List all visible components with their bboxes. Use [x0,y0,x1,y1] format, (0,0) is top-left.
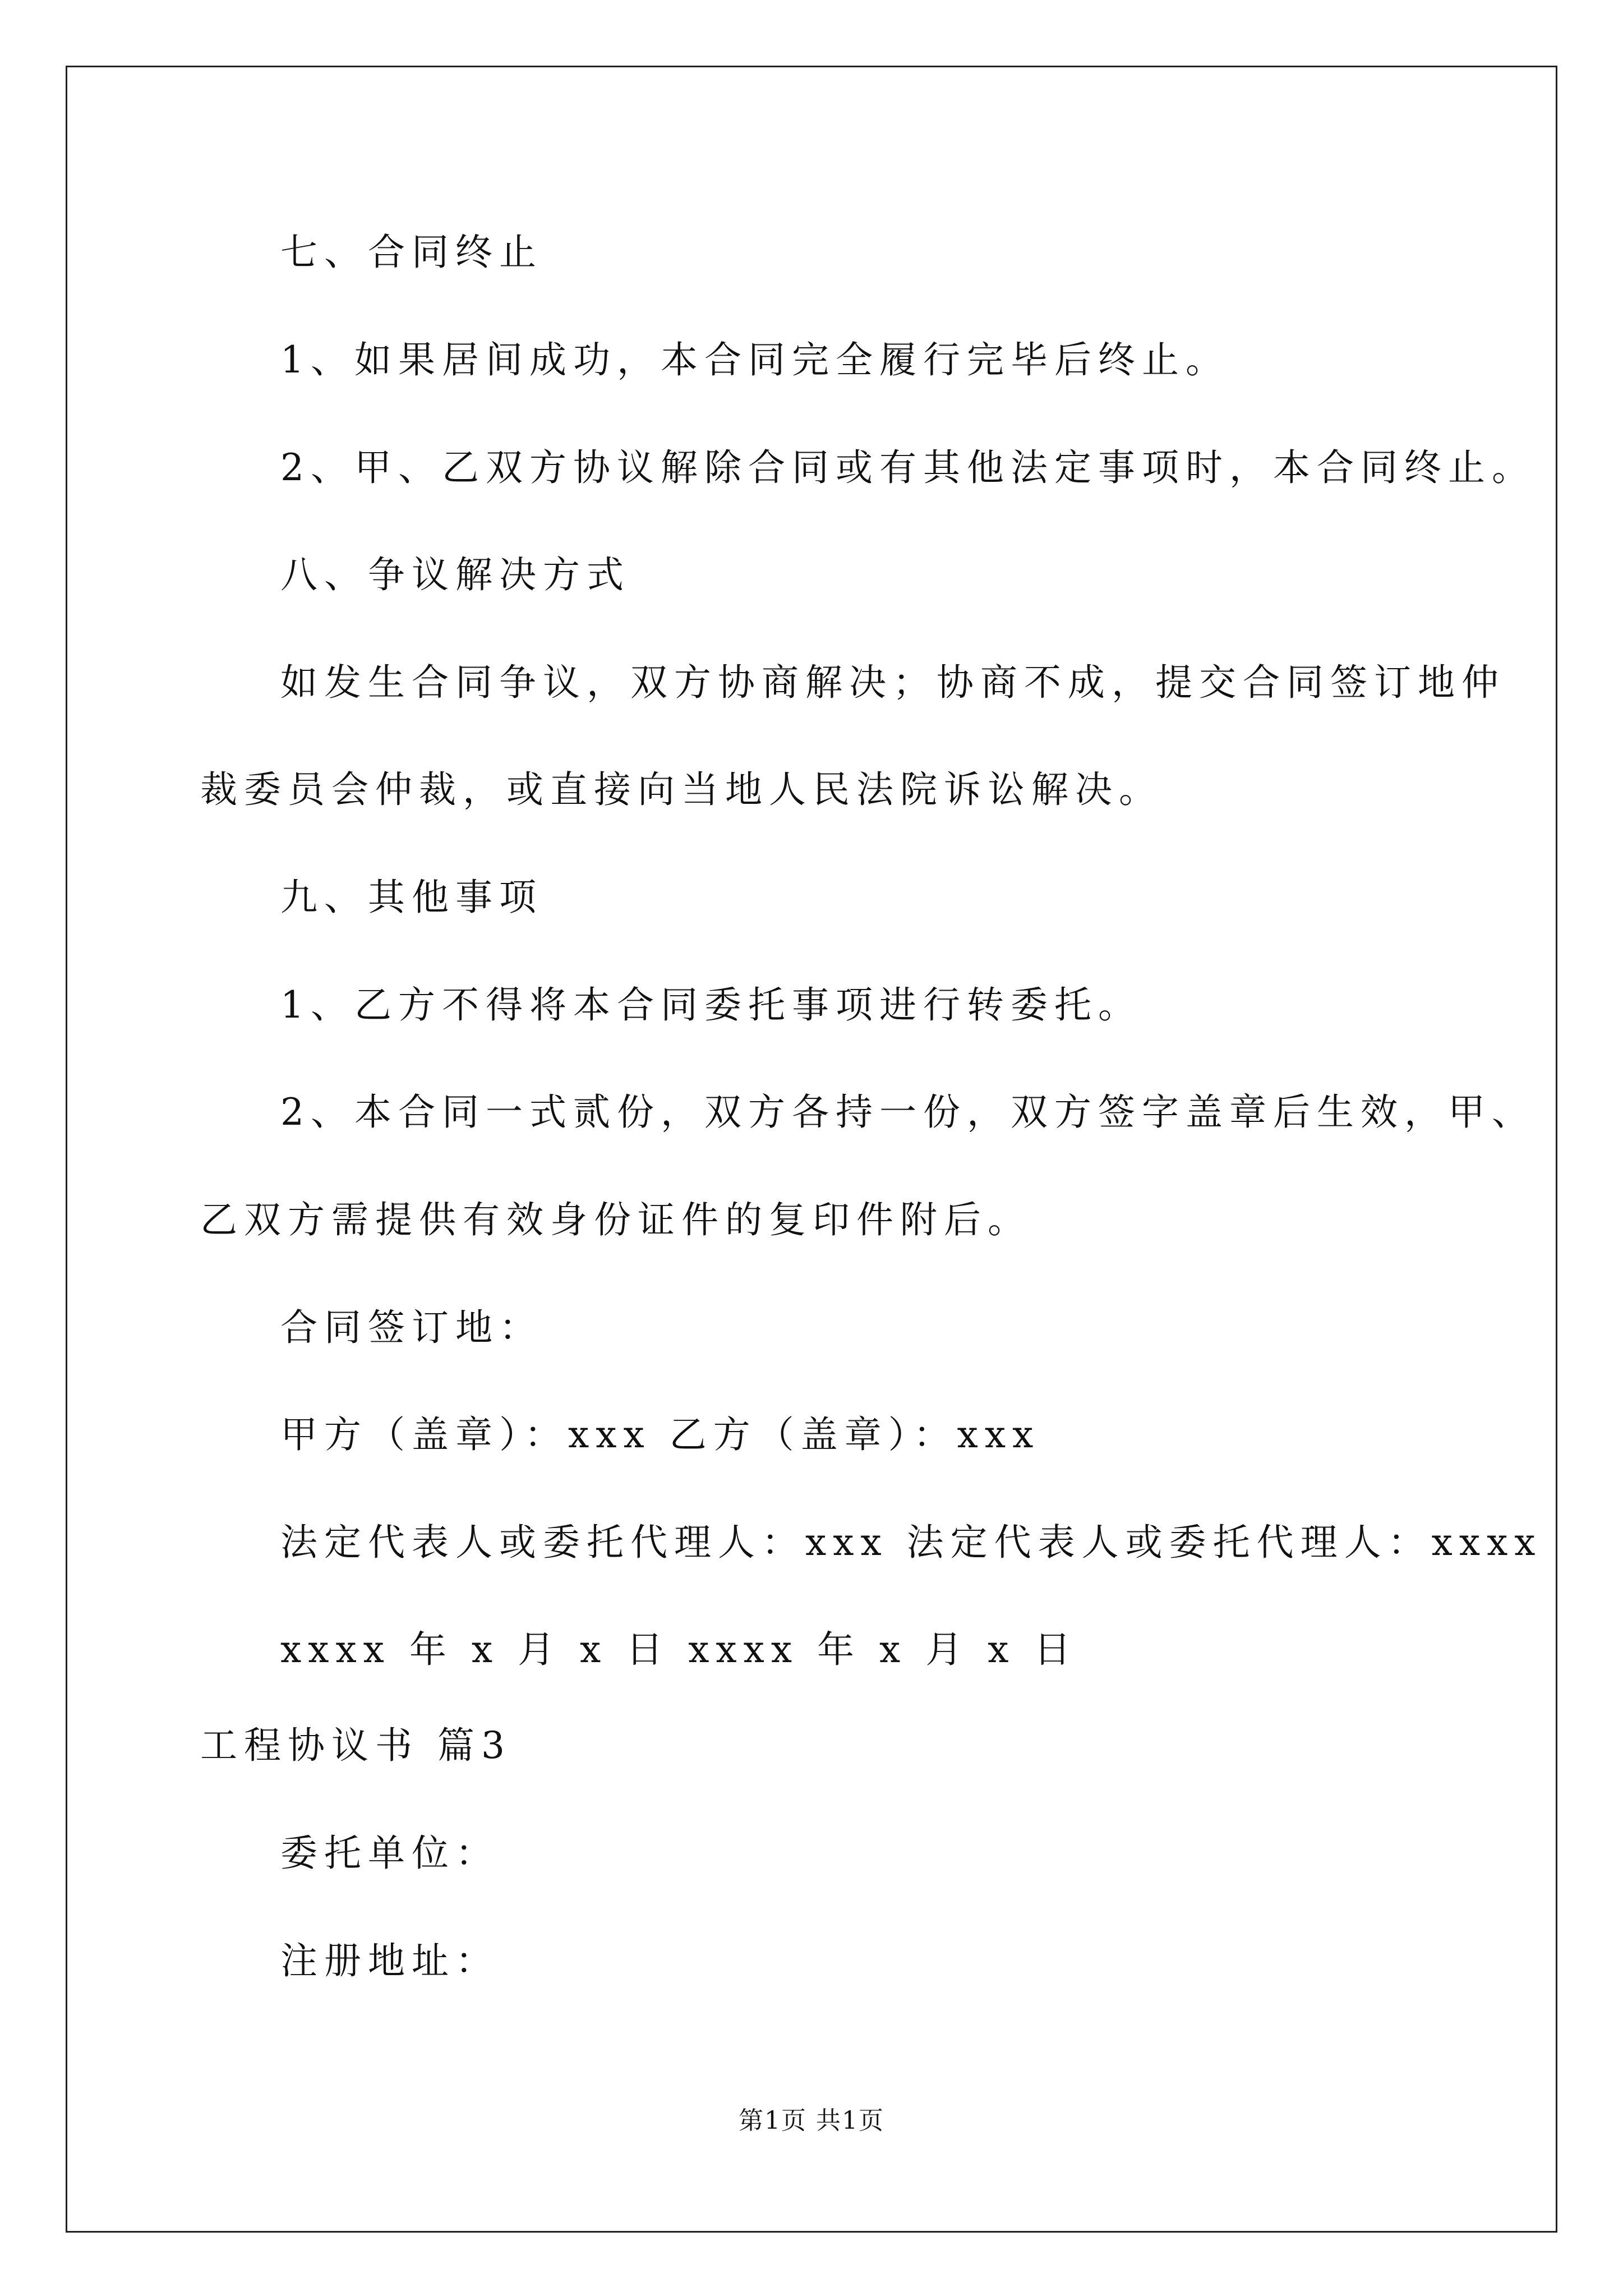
paragraph-line: 1、如果居间成功，本合同完全履行完毕后终止。 [280,338,1229,381]
signing-place-label: 合同签订地： [280,1306,543,1349]
document-title: 工程协议书 篇3 [200,1724,511,1767]
section-heading-other: 九、其他事项 [280,876,543,919]
date-line: xxxx 年 x 月 x 日 xxxx 年 x 月 x 日 [280,1628,1078,1671]
representative-line: 法定代表人或委托代理人：xxx 法定代表人或委托代理人：xxxx [280,1521,1542,1564]
section-heading-dispute: 八、争议解决方式 [280,553,630,596]
paragraph-line: 乙双方需提供有效身份证件的复印件附后。 [200,1198,1031,1241]
page-border [66,66,1557,2233]
page-number-footer: 第1页 共1页 [739,2106,884,2135]
paragraph-line: 2、本合同一式贰份，双方各持一份，双方签字盖章后生效，甲、 [280,1091,1536,1134]
paragraph-line: 1、乙方不得将本合同委托事项进行转委托。 [280,983,1142,1027]
paragraph-line: 如发生合同争议，双方协商解决；协商不成，提交合同签订地仲 [280,661,1505,704]
paragraph-line: 裁委员会仲裁，或直接向当地人民法院诉讼解决。 [200,768,1163,811]
paragraph-line: 2、甲、乙双方协议解除合同或有其他法定事项时，本合同终止。 [280,446,1536,489]
party-seal-line: 甲方（盖章）：xxx 乙方（盖章）：xxx [280,1413,1040,1456]
registered-address-label: 注册地址： [280,1939,499,1982]
entrusting-unit-label: 委托单位： [280,1832,499,1875]
section-heading-termination: 七、合同终止 [280,231,543,274]
